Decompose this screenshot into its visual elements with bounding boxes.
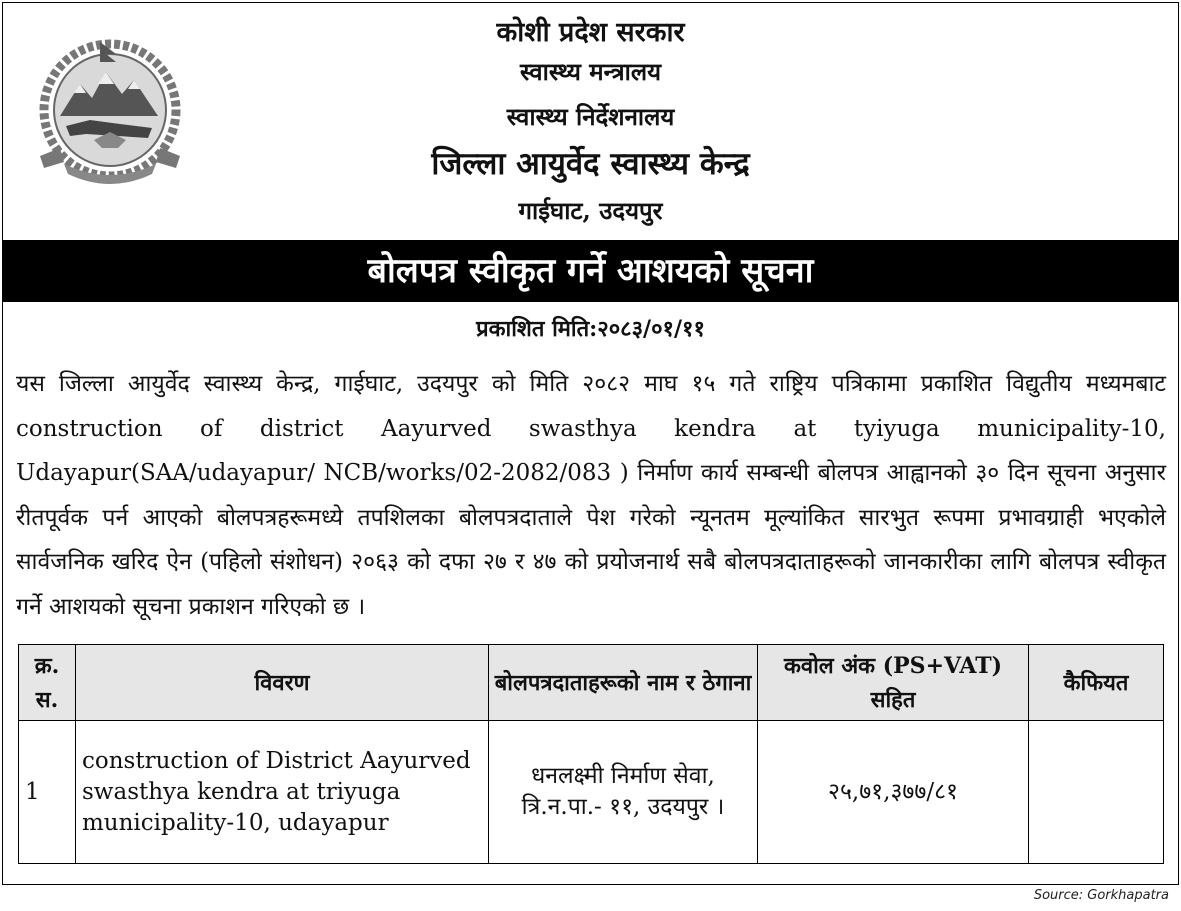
published-date: प्रकाशित मिति:२०८३/०१/११ <box>476 316 705 342</box>
notice-body: यस जिल्ला आयुर्वेद स्वास्थ्य केन्द्र, गाईघाट, उदयपुर को मिति २०८२ माघ १५ गते राष्ट्रिय पत्रिकामा प्रकाशित विद्युतीय मध्यमबाट construction of district Aayurved swasthya kendra at tyiyuga municipality-10, Udayapur(SAA/udayapur/ NCB/works/02-2082/083 ) निर्माण कार्य सम्बन्धी बोलपत्र आह्वानको ३० दिन सूचना अनुसार रीतपूर्वक पर्न आएको बोलपत्रहरूमध्ये तपशिलका बोलपत्रदाताले पेश गरेको न्यूनतम मूल्यांकित सारभुत रूपमा प्रभावग्राही भएकोले सार्वजनिक खरिद ऐन (पहिलो संशोधन) २०६३ को दफा २७ र ४७ को प्रयोजनार्थ सबै बोलपत्रदाताहरूको जानकारीका लागि बोलपत्र स्वीकृत गर्ने आशयको सूचना प्रकाशन गरिएको छ । <box>16 371 1166 620</box>
header-amount: कवोल अंक (PS+VAT) सहित <box>758 645 1029 721</box>
row-description: construction of District Aayurved swasthya kendra at triyuga municipality-10, udayapur <box>76 721 489 864</box>
office-name: जिल्ला आयुर्वेद स्वास्थ्य केन्द्र <box>431 146 750 182</box>
bidder-address: त्रि.न.पा.- ११, उदयपुर । <box>521 794 725 820</box>
source-credit: Source: Gorkhapatra <box>1033 888 1169 903</box>
header-remarks: कैफियत <box>1029 645 1164 721</box>
header-bidder: बोलपत्रदाताहरूको नाम र ठेगाना <box>489 645 758 721</box>
bidder-name: धनलक्ष्मी निर्माण सेवा, <box>531 763 715 789</box>
row-bidder <box>489 721 758 864</box>
bid-table <box>18 644 1164 864</box>
table-header-row <box>19 645 1164 721</box>
directorate-name: स्वास्थ्य निर्देशनालय <box>506 102 675 131</box>
government-name: कोशी प्रदेश सरकार <box>496 17 685 48</box>
row-amount: २५,७१,३७७/८१ <box>758 721 1029 864</box>
ministry-name: स्वास्थ्य मन्त्रालय <box>519 57 662 86</box>
row-remarks <box>1029 721 1164 864</box>
header-description: विवरण <box>76 645 489 721</box>
row-sn: 1 <box>19 721 76 864</box>
header-sn: क्र. स. <box>19 645 76 721</box>
table-row <box>19 721 1164 864</box>
office-location: गाईघाट, उदयपुर <box>518 196 663 225</box>
notice-title: बोलपत्र स्वीकृत गर्ने आशयको सूचना <box>3 240 1178 302</box>
